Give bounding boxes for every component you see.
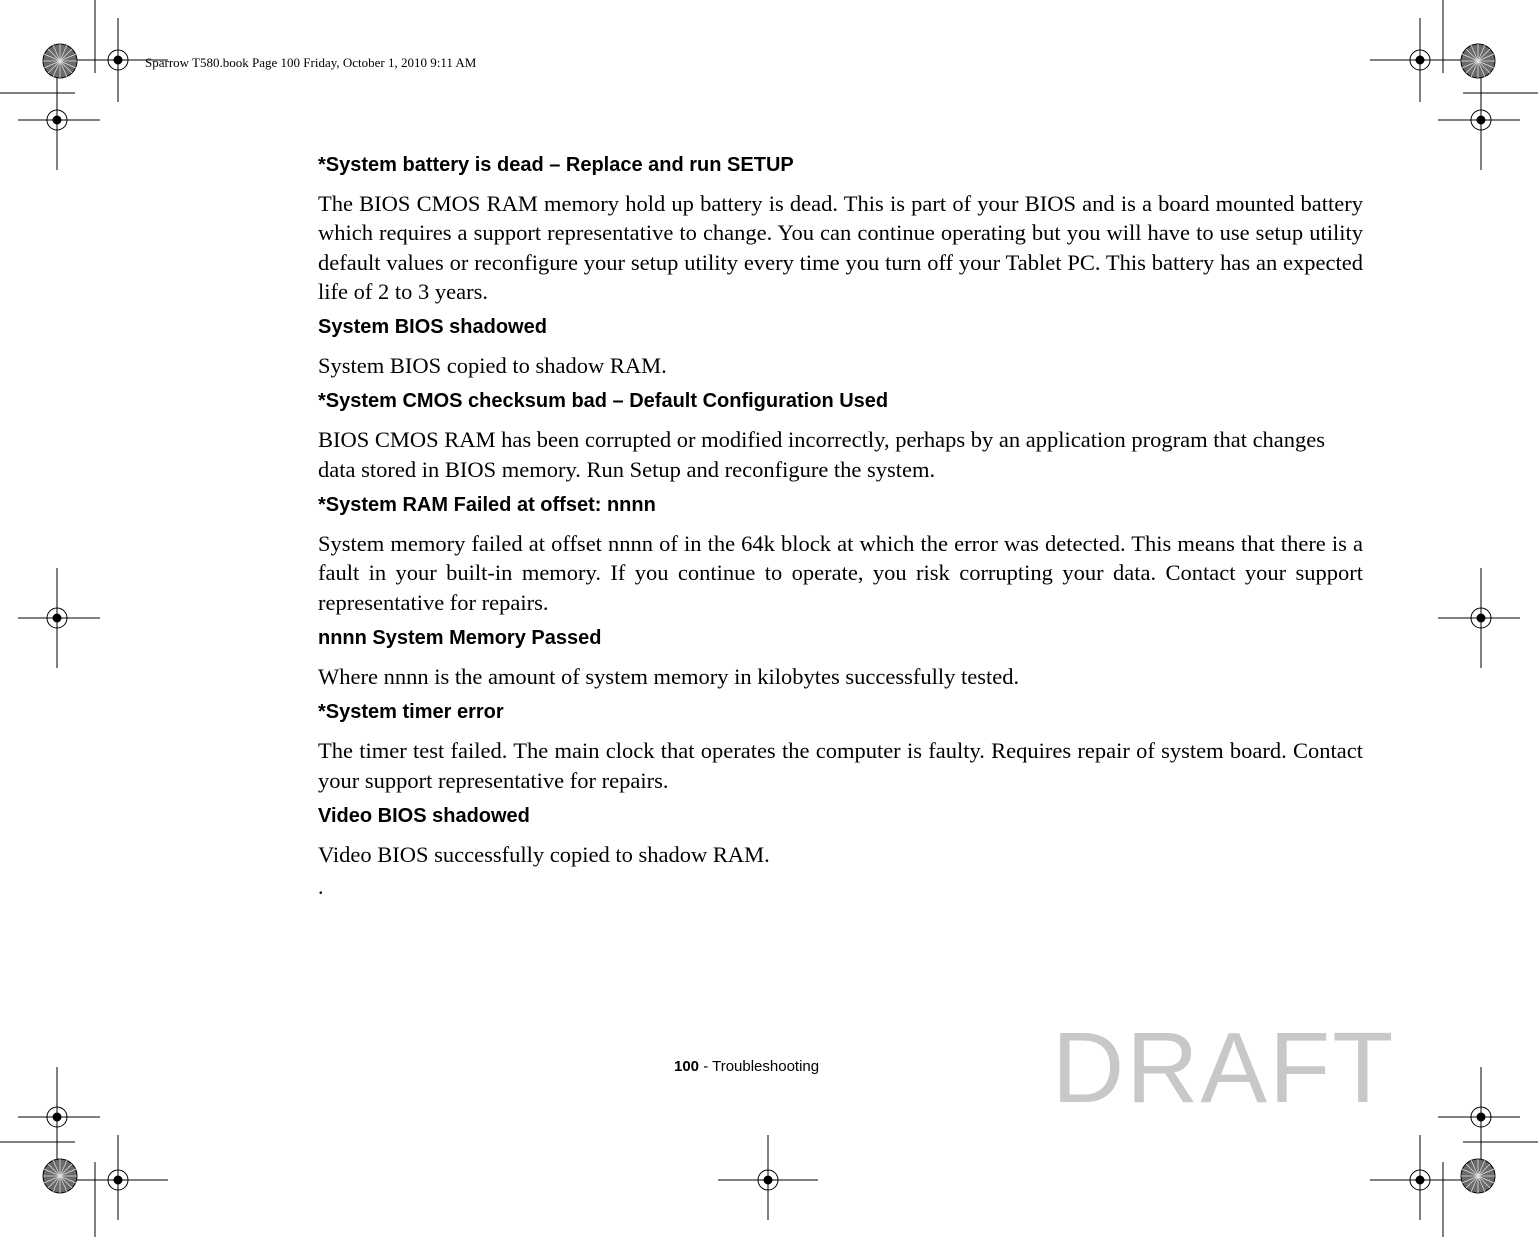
- section-body: The timer test failed. The main clock that operates the computer is faulty. Requires repair of system board. Contact your support representative for repairs.: [318, 738, 1363, 793]
- section-body: System memory failed at offset nnnn of in the 64k block at which the error was detected. This means that there is a fault in your built-in memory. If you continue to operate, you risk corrupting your data. Contact your support representative for repairs.: [318, 531, 1363, 615]
- page-number: 100: [674, 1058, 700, 1075]
- registration-crosshair-icon: [1370, 1135, 1470, 1220]
- section-body: Where nnnn is the amount of system memory in kilobytes successfully tested.: [318, 663, 1020, 689]
- registration-crosshair-icon: [68, 1135, 168, 1220]
- registration-crosshair-icon: [18, 568, 100, 668]
- section-heading: *System timer error: [318, 701, 504, 724]
- section-heading: *System CMOS checksum bad – Default Configuration Used: [318, 390, 889, 413]
- draft-watermark: DRAFT: [1052, 1012, 1396, 1124]
- section-heading: nnnn System Memory Passed: [318, 626, 602, 649]
- registration-crosshair-icon: [18, 70, 100, 170]
- registration-crosshair-icon: [1438, 70, 1520, 170]
- registration-crosshair-icon: [68, 18, 168, 102]
- trailing-period: .: [318, 874, 324, 900]
- registration-crosshair-icon: [1438, 568, 1520, 668]
- section-body: Video BIOS successfully copied to shadow RAM.: [318, 841, 770, 867]
- registration-crosshair-icon: [18, 1067, 100, 1167]
- section-body: System BIOS copied to shadow RAM.: [318, 353, 667, 379]
- section-heading: *System RAM Failed at offset: nnnn: [318, 494, 656, 517]
- star-target-icon: [43, 44, 77, 78]
- star-target-icon: [1461, 1159, 1495, 1193]
- registration-crosshair-icon: [718, 1135, 818, 1220]
- section-heading: *System battery is dead – Replace and run SETUP: [318, 154, 794, 176]
- section-body: BIOS CMOS RAM has been corrupted or modified incorrectly, perhaps by an application program that changes data stored in BIOS memory. Run Setup and reconfigure the system.: [318, 427, 1326, 482]
- registration-crosshair-icon: [1438, 1067, 1520, 1167]
- print-slug: Sparrow T580.book Page 100 Friday, October 1, 2010 9:11 AM: [145, 55, 477, 70]
- star-target-icon: [43, 1159, 77, 1193]
- registration-crosshair-icon: [1370, 18, 1470, 102]
- section-heading: Video BIOS shadowed: [318, 804, 530, 827]
- section-heading: System BIOS shadowed: [318, 316, 547, 339]
- footer-section-title: - Troubleshooting: [699, 1058, 820, 1075]
- star-target-icon: [1461, 44, 1495, 78]
- section-body: The BIOS CMOS RAM memory hold up battery is dead. This is part of your BIOS and is a board mounted battery which requires a support representative to change. You can continue operating but you will have to use setup utility default values or reconfigure your setup utility every time you turn off your Tablet PC. This battery has an expected life of 2 to 3 years.: [318, 191, 1363, 304]
